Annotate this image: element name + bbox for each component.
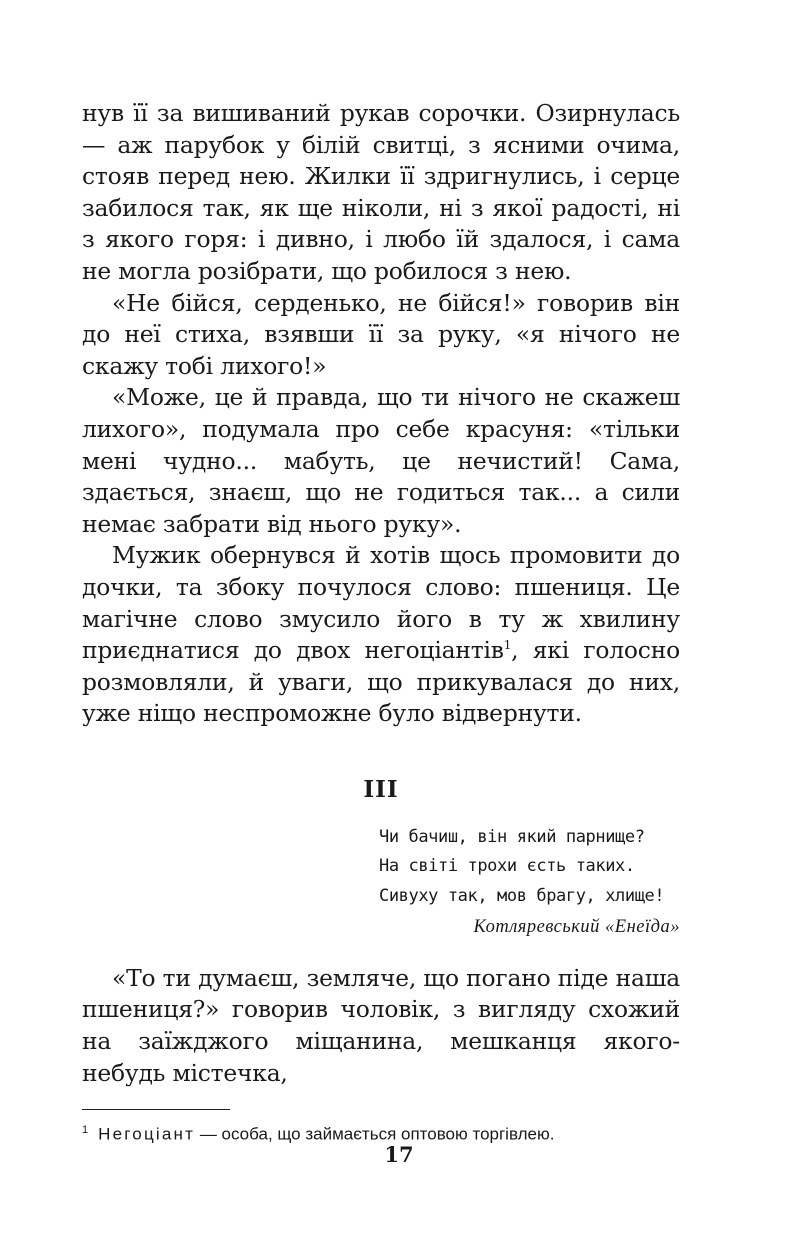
paragraph-continued: нув її за вишиваний рукав сорочки. Озирнулась — аж парубок у білій свитці, з ясними очима, стояв перед нею. Жилки її здригнулись, і серце забилося так, як ще ніколи, ні з якої радості, ні з якого горя: і дивно, і любо їй здалося, і сама не могла розібрати, що робилося з нею. — [82, 99, 680, 285]
paragraph-chapter-start: «То ти думаєш, земляче, що погано піде наша пшениця?» говорив чоловік, з вигляду схожий на заїжджого міщанина, мешканця якого-небудь містечка, — [82, 963, 680, 1087]
footnote-definition: — особа, що займається оптовою торгівлею. — [195, 1124, 555, 1144]
book-page — [82, 98, 680, 1147]
footnote-term: Негоціант — [98, 1124, 196, 1144]
epigraph-line: Чи бачиш, він який парнище? — [379, 826, 645, 847]
paragraph-narration-text: Мужик обернувся й хотів щось промовити до дочки, та збоку почулося слово: пшениця. Це магічне слово змусило його в ту ж хвилину приєднатися до двох негоціантів — [82, 541, 680, 665]
paragraph-dialogue-1: «Не бійся, серденько, не бійся!» говорив він до неї стиха, взявши її за руку, «я нічого не скажу тобі лихого!» — [82, 288, 680, 380]
footnote-divider — [82, 1109, 230, 1110]
footnote-reference[interactable]: 1 — [503, 638, 512, 653]
paragraph-narration-text-end: , які голосно розмовляли, й уваги, що прикувалася до них, уже ніщо неспроможне було відвернути. — [82, 636, 680, 728]
chapter-heading: III — [363, 775, 399, 803]
epigraph-line: На світі трохи єсть таких. — [379, 856, 635, 877]
epigraph — [379, 823, 680, 943]
epigraph-author: Котляревський «Енеїда» — [473, 917, 680, 938]
paragraph-dialogue-2: «Може, це й правда, що ти нічого не скажеш лихого», подумала про себе красуня: «тільки мені чудно... мабуть, це нечистий! Сама, здається, знаєш, що не годиться так... а сили немає забрати від нього руку». — [82, 383, 680, 538]
paragraph-narration — [82, 540, 680, 730]
epigraph-line: Сивуху так, мов брагу, хлище! — [379, 885, 665, 906]
page-number: 17 — [384, 1142, 414, 1167]
footnote-mark: 1 — [82, 1124, 89, 1137]
